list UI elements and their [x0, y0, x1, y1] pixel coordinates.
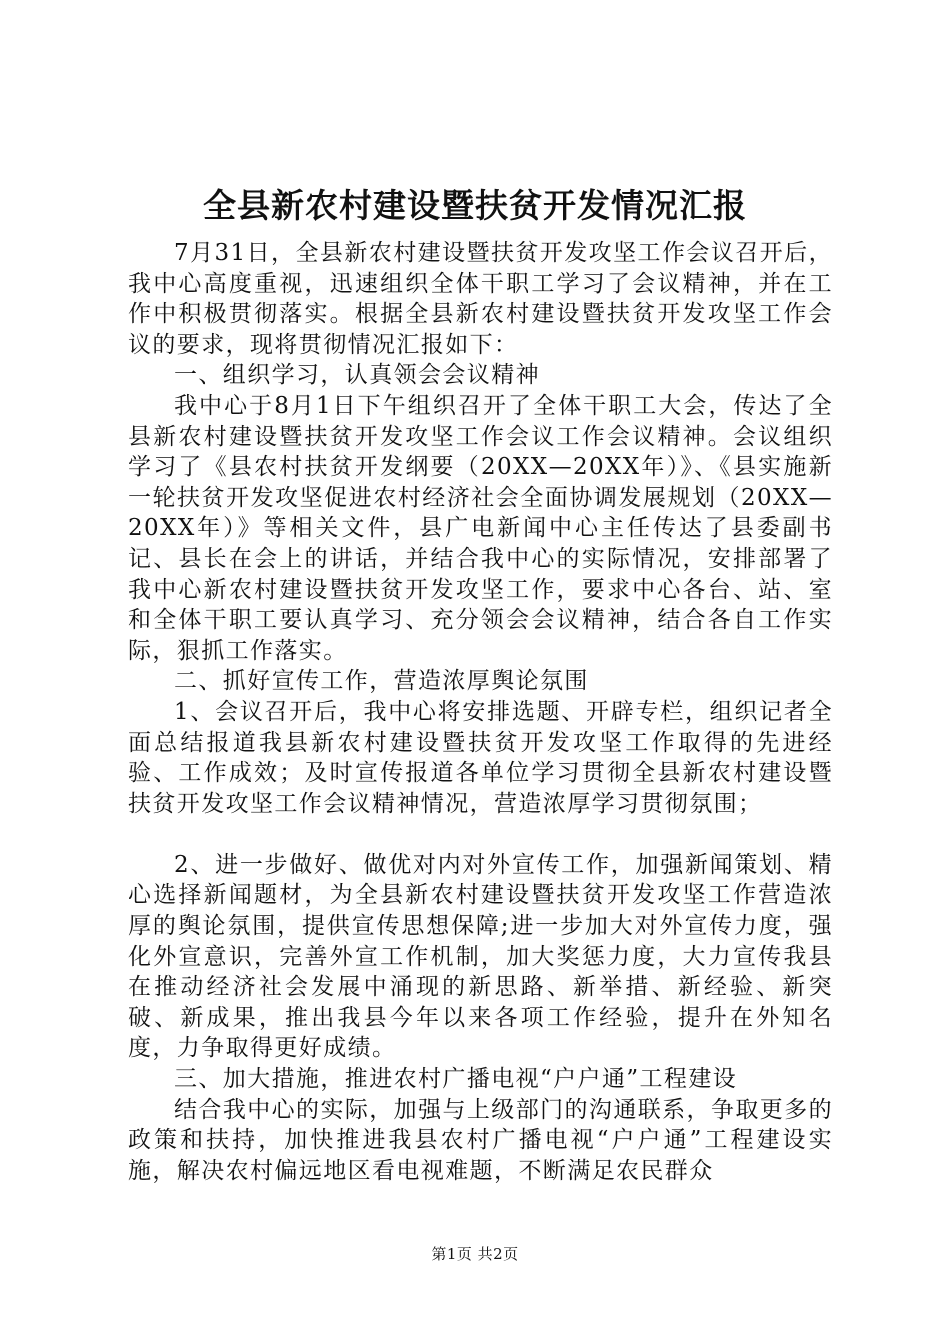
section-2-item-2: 2、进一步做好、做优对内对外宣传工作，加强新闻策划、精心选择新闻题材，为全县新农村建设暨扶贫开发攻坚工作营造浓厚的舆论氛围，提供宣传思想保障;进一步加大对外宣传力度，强化外宣意识，完善外宣工作机制，加大奖惩力度，大力宣传我县在推动经济社会发展中涌现的新思路、新举措、新经验、新突破、新成果，推出我县今年以来各项工作经验，提升在外知名度，力争取得更好成绩。	[128, 851, 833, 1062]
section-heading-2: 二、抓好宣传工作，营造浓厚舆论氛围	[174, 668, 589, 695]
document-title: 全县新农村建设暨扶贫开发情况汇报	[203, 186, 747, 225]
section-3-paragraph: 结合我中心的实际，加强与上级部门的沟通联系，争取更多的政策和扶持，加快推进我县农村广播电视“户户通”工程建设实施，解决农村偏远地区看电视难题，不断满足农民群众	[128, 1096, 833, 1184]
section-1-paragraph: 我中心于8月1日下午组织召开了全体干职工大会，传达了全县新农村建设暨扶贫开发攻坚工作会议工作会议精神。会议组织学习了《县农村扶贫开发纲要（20XX—20XX年）》、《县实施新一轮扶贫开发攻坚促进农村经济社会全面协调发展规划（20XX—20XX年）》等相关文件，县广电新闻中心主任传达了县委副书记、县长在会上的讲话，并结合我中心的实际情况，安排部署了我中心新农村建设暨扶贫开发攻坚工作，要求中心各台、站、室和全体干职工要认真学习、充分领会会议精神，结合各自工作实际，狠抓工作落实。	[128, 392, 833, 664]
page-number-footer: 第1页 共2页	[431, 1245, 519, 1263]
paragraph-spacer	[128, 819, 833, 850]
intro-paragraph: 7月31日，全县新农村建设暨扶贫开发攻坚工作会议召开后，我中心高度重视，迅速组织全体干职工学习了会议精神，并在工作中积极贯彻落实。根据全县新农村建设暨扶贫开发攻坚工作会议的要求，现将贯彻情况汇报如下：	[128, 240, 833, 358]
section-heading-1: 一、组织学习，认真领会会议精神	[174, 362, 540, 389]
document-body	[128, 238, 833, 1186]
section-2-item-1: 1、会议召开后，我中心将安排选题、开辟专栏，组织记者全面总结报道我县新农村建设暨扶贫开发攻坚工作取得的先进经验、工作成效；及时宣传报道各单位学习贯彻全县新农村建设暨扶贫开发攻坚工作会议精神情况，营造浓厚学习贯彻氛围；	[128, 698, 833, 817]
section-heading-3: 三、加大措施，推进农村广播电视“户户通”工程建设	[174, 1066, 738, 1093]
